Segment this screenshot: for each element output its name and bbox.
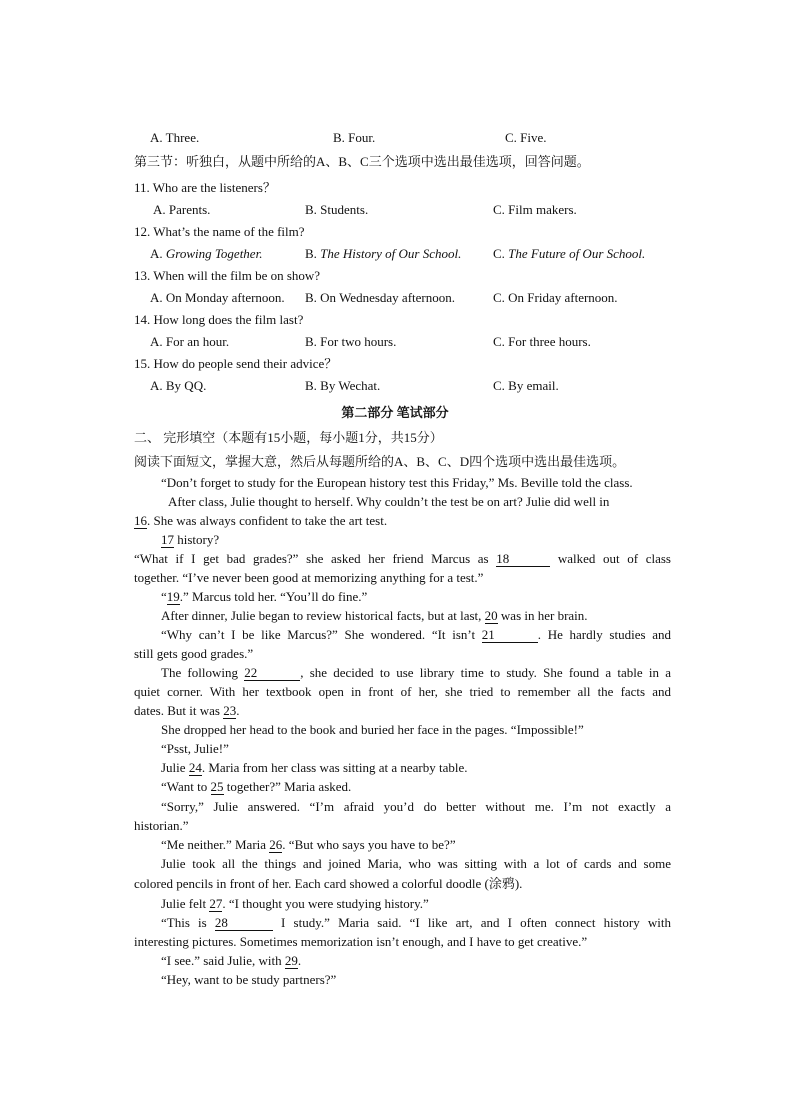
question-14: 14. How long does the film last? [134, 312, 304, 327]
blank-21: 21 [482, 627, 538, 643]
passage-line: Julie 24. Maria from her class was sitting at a nearby table. [161, 760, 468, 775]
blank-28: 28 [215, 915, 273, 931]
passage-line: “Psst, Julie!” [161, 741, 229, 756]
passage-line: Julie took all the things and joined Maria, who was sitting with a lot of cards and some [161, 856, 671, 871]
q13-option-b: B. On Wednesday afternoon. [305, 290, 455, 305]
question-12: 12. What’s the name of the film? [134, 224, 305, 239]
passage-line: dates. But it was 23. [134, 703, 240, 718]
blank-25: 25 [210, 779, 224, 794]
blank-24: 24 [188, 760, 202, 775]
section3-heading: 第三节：听独白，从题中所给的A、B、C三个选项中选出最佳选项，回答问题。 [134, 154, 590, 169]
passage-line: “This is 28 I study.” Maria said. “I like art, and I often connect history with [161, 915, 671, 930]
passage-line: together. “I’ve never been good at memorizing anything for a test.” [134, 570, 484, 585]
q10-option-b: B. Four. [333, 130, 376, 145]
q14-option-b: B. For two hours. [305, 334, 397, 349]
question-11: 11. Who are the listeners？ [134, 180, 276, 195]
passage-line: She dropped her head to the book and buried her face in the pages. “Impossible!” [161, 722, 584, 737]
passage-line: After class, Julie thought to herself. Why couldn’t the test be on art? Julie did well in [168, 494, 610, 509]
q14-option-a: A. For an hour. [150, 334, 230, 349]
passage-line: “Don’t forget to study for the European history test this Friday,” Ms. Beville told the class. [161, 475, 633, 490]
q10-option-c: C. Five. [505, 130, 547, 145]
passage-line: 17 history? [161, 532, 220, 547]
blank-23: 23 [223, 703, 237, 718]
q14-option-c: C. For three hours. [493, 334, 591, 349]
blank-18: 18 [496, 551, 550, 567]
passage-line: “Why can’t I be like Marcus?” She wondered. “It isn’t 21 . He hardly studies and [161, 627, 671, 642]
q15-option-c: C. By email. [493, 378, 559, 393]
blank-22: 22 [244, 665, 300, 681]
blank-20: 20 [484, 608, 498, 623]
blank-17: 17 [161, 532, 174, 547]
blank-19: 19 [166, 589, 180, 604]
passage-line: “Sorry,” Julie answered. “I’m afraid you’d do better without me. I’m not exactly a [161, 799, 671, 814]
cloze-heading: 二、 完形填空（本题有15小题，每小题1分，共15分） [134, 430, 443, 445]
q15-option-b: B. By Wechat. [305, 378, 381, 393]
question-13: 13. When will the film be on show? [134, 268, 321, 283]
q12-option-b: B. The History of Our School. [305, 246, 462, 261]
q15-option-a: A. By QQ. [150, 378, 207, 393]
q10-option-a: A. Three. [150, 130, 200, 145]
blank-29: 29 [284, 953, 298, 968]
q11-option-b: B. Students. [305, 202, 369, 217]
q12-option-a: A. Growing Together. [150, 246, 263, 261]
passage-line: “I see.” said Julie, with 29. [161, 953, 302, 968]
passage-line: historian.” [134, 818, 189, 833]
q11-option-c: C. Film makers. [493, 202, 577, 217]
passage-line: still gets good grades.” [134, 646, 254, 661]
q12-option-c: C. The Future of Our School. [493, 246, 646, 261]
passage-line: interesting pictures. Sometimes memorization isn’t enough, and I have to get creative.” [134, 934, 588, 949]
passage-line: The following 22 , she decided to use library time to study. She found a table in a [161, 665, 671, 680]
passage-line: “Want to 25 together?” Maria asked. [161, 779, 352, 794]
cloze-instruction: 阅读下面短文，掌握大意，然后从每题所给的A、B、C、D四个选项中选出最佳选项。 [134, 454, 626, 469]
part2-title: 第二部分 笔试部分 [341, 405, 449, 420]
passage-line: 16. She was always confident to take the art test. [134, 513, 388, 528]
passage-line: “19.” Marcus told her. “You’ll do fine.” [161, 589, 368, 604]
q13-option-c: C. On Friday afternoon. [493, 290, 618, 305]
q13-option-a: A. On Monday afternoon. [150, 290, 285, 305]
passage-line: colored pencils in front of her. Each card showed a colorful doodle (涂鸦). [134, 876, 523, 891]
blank-26: 26 [269, 837, 283, 852]
passage-line: “Hey, want to be study partners?” [161, 972, 337, 987]
passage-line: After dinner, Julie began to review historical facts, but at last, 20 was in her brain. [161, 608, 588, 623]
passage-line: “What if I get bad grades?” she asked her friend Marcus as 18 walked out of class [134, 551, 671, 566]
blank-27: 27 [209, 896, 223, 911]
q11-option-a: A. Parents. [153, 202, 211, 217]
blank-16: 16 [134, 513, 147, 528]
question-15: 15. How do people send their advice？ [134, 356, 338, 371]
passage-line: “Me neither.” Maria 26. “But who says you have to be?” [161, 837, 456, 852]
passage-line: Julie felt 27. “I thought you were studying history.” [161, 896, 429, 911]
passage-line: quiet corner. With her textbook open in front of her, she tried to remember all the facts and [134, 684, 671, 699]
